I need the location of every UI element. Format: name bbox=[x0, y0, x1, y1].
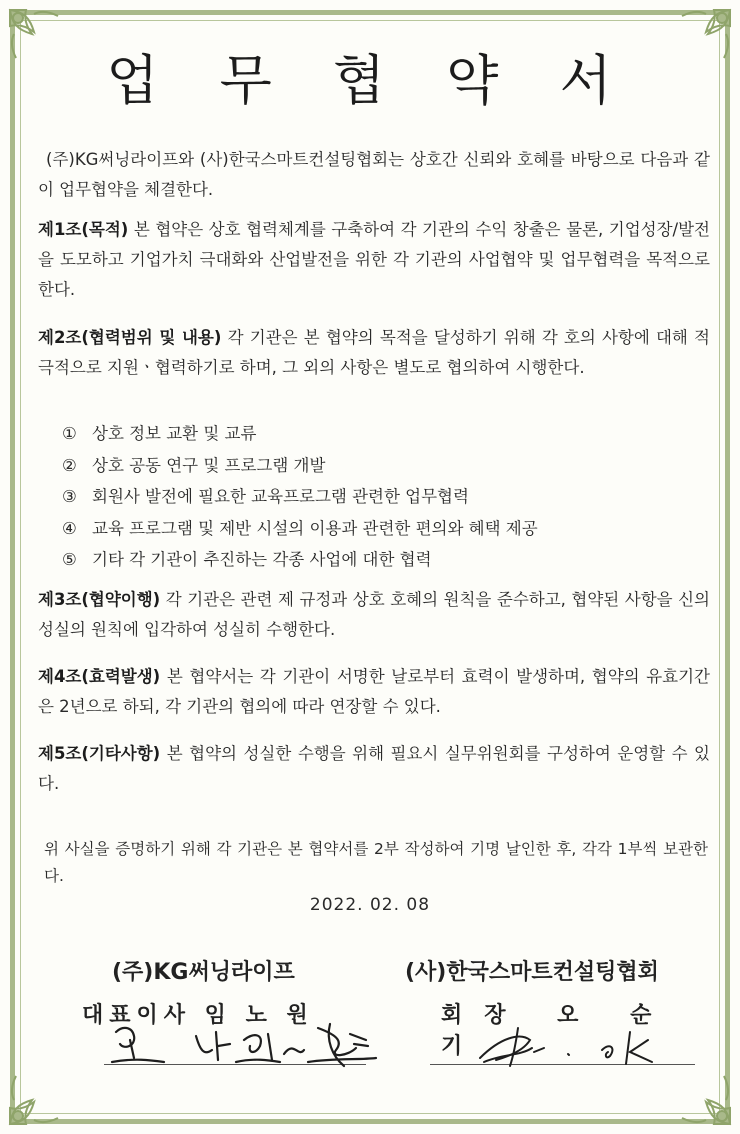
list-item bbox=[62, 481, 702, 513]
article-1 bbox=[38, 215, 710, 305]
corner-ornament-bottom-right bbox=[672, 1066, 736, 1130]
closing-paragraph: 위 사실을 증명하기 위해 각 기관은 본 협약서를 2부 작성하여 기명 날인한 후, 각각 1부씩 보관한다. bbox=[44, 839, 708, 885]
article-2 bbox=[38, 323, 710, 383]
list-item bbox=[62, 544, 702, 576]
article-5-body: 본 협약의 성실한 수행을 위해 필요시 실무위원회를 구성하여 운영할 수 있다. bbox=[38, 744, 710, 793]
corner-ornament-bottom-left bbox=[4, 1066, 68, 1130]
item-text: 상호 정보 교환 및 교류 bbox=[92, 424, 257, 443]
article-5-heading: 제5조(기타사항) bbox=[38, 744, 161, 763]
list-item bbox=[62, 513, 702, 545]
document-title: 업 무 협 약 서 bbox=[106, 49, 634, 112]
article-3-heading: 제3조(협약이행) bbox=[38, 590, 161, 609]
item-number: ⑤ bbox=[62, 550, 77, 569]
item-number: ④ bbox=[62, 518, 77, 538]
item-text: 교육 프로그램 및 제반 시설의 이용과 관련한 편의와 혜택 제공 bbox=[92, 518, 538, 538]
party-right-representative: 회장 오 순 기 bbox=[441, 1003, 674, 1059]
item-number: ③ bbox=[62, 487, 77, 506]
party-left-org: (주)KG써닝라이프 bbox=[112, 960, 295, 985]
item-text: 회원사 발전에 필요한 교육프로그램 관련한 업무협력 bbox=[92, 487, 469, 506]
article-5 bbox=[38, 739, 710, 799]
party-left-representative: 대표이사 임 노 원 bbox=[82, 1003, 314, 1028]
article-1-heading: 제1조(목적) bbox=[38, 220, 129, 239]
article-3 bbox=[38, 585, 710, 645]
article-4-body: 본 협약서는 각 기관이 서명한 날로부터 효력이 발생하며, 협약의 유효기간은 2년으로 하되, 각 기관의 협의에 따라 연장할 수 있다. bbox=[38, 667, 710, 716]
signature-right bbox=[470, 1018, 690, 1074]
agreement-date: 2022. 02. 08 bbox=[309, 895, 431, 915]
cooperation-items-list bbox=[62, 418, 702, 576]
article-2-heading: 제2조(협력범위 및 내용) bbox=[38, 328, 222, 347]
item-number: ① bbox=[62, 424, 77, 443]
article-4 bbox=[38, 662, 710, 722]
signature-left bbox=[104, 1010, 384, 1074]
intro-paragraph: (주)KG써닝라이프와 (사)한국스마트컨설팅협회는 상호간 신뢰와 호혜를 바탕으로 다음과 같이 업무협약을 체결한다. bbox=[38, 149, 710, 199]
list-item bbox=[62, 418, 702, 450]
article-4-heading: 제4조(효력발생) bbox=[38, 667, 161, 686]
article-2-body: 각 기관은 본 협약의 목적을 달성하기 위해 각 호의 사항에 대해 적극적으로 지원ㆍ협력하기로 하며, 그 외의 사항은 별도로 협의하여 시행한다. bbox=[38, 328, 710, 377]
item-text: 상호 공동 연구 및 프로그램 개발 bbox=[92, 455, 326, 475]
list-item bbox=[62, 450, 702, 482]
item-number: ② bbox=[62, 455, 77, 475]
party-right-org: (사)한국스마트컨설팅협회 bbox=[405, 960, 659, 985]
article-3-body: 각 기관은 관련 제 규정과 상호 호혜의 원칙을 준수하고, 협약된 사항을 신의성실의 원칙에 입각하여 성실히 수행한다. bbox=[38, 590, 710, 639]
article-1-body: 본 협약은 상호 협력체계를 구축하여 각 기관의 수익 창출은 물론, 기업성장/발전을 도모하고 기업가치 극대화와 산업발전을 위한 각 기관의 사업협약 및 업무협력을 목적으로 한다. bbox=[38, 220, 710, 299]
item-text: 기타 각 기관이 추진하는 각종 사업에 대한 협력 bbox=[92, 550, 432, 569]
